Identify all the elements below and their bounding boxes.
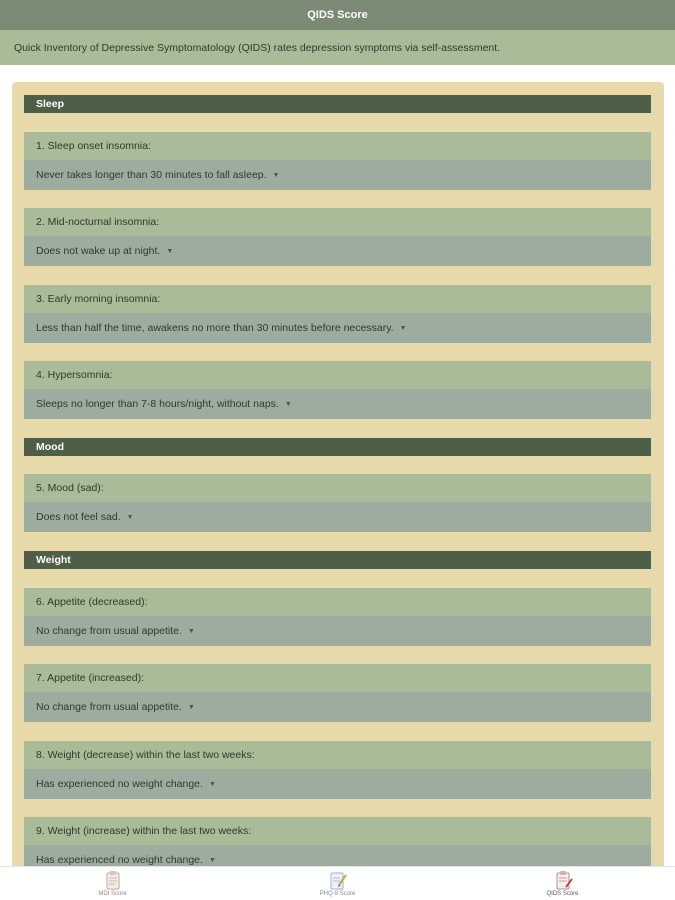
tab-label: QIDS Score: [546, 891, 579, 897]
checklist-icon: [552, 870, 574, 890]
question-label: 7. Appetite (increased):: [24, 664, 651, 692]
description-banner: [0, 30, 675, 65]
section-title: Sleep: [36, 98, 65, 110]
question-label: 9. Weight (increase) within the last two weeks:: [24, 817, 651, 845]
question-label: 4. Hypersomnia:: [24, 361, 651, 389]
section-title: Weight: [36, 554, 71, 566]
question-4: [24, 361, 651, 419]
tab-phq9-score[interactable]: [278, 870, 398, 897]
answer-value: Less than half the time, awakens no more than 30 minutes before necessary.: [36, 322, 394, 334]
chevron-down-icon: ▼: [126, 513, 134, 521]
question-8: [24, 741, 651, 799]
tab-qids-score[interactable]: [503, 870, 623, 897]
chevron-down-icon: ▼: [187, 627, 195, 635]
question-2: [24, 208, 651, 266]
question-label: 6. Appetite (decreased):: [24, 588, 651, 616]
tab-mdi-score[interactable]: [53, 870, 173, 897]
question-6: [24, 588, 651, 646]
answer-value: Does not wake up at night.: [36, 245, 161, 257]
section-header-weight: [24, 551, 651, 569]
question-label: 2. Mid-nocturnal insomnia:: [24, 208, 651, 236]
answer-dropdown[interactable]: [24, 313, 651, 343]
answer-dropdown[interactable]: [24, 389, 651, 419]
pencil-note-icon: [327, 870, 349, 890]
section-title: Mood: [36, 441, 64, 453]
answer-value: No change from usual appetite.: [36, 701, 182, 713]
question-5: [24, 474, 651, 532]
question-7: [24, 664, 651, 722]
chevron-down-icon: ▼: [187, 703, 195, 711]
answer-value: Does not feel sad.: [36, 511, 121, 523]
answer-dropdown[interactable]: [24, 769, 651, 799]
title-bar: [0, 0, 675, 30]
chevron-down-icon: ▼: [208, 780, 216, 788]
chevron-down-icon: ▼: [284, 400, 292, 408]
question-label: 8. Weight (decrease) within the last two weeks:: [24, 741, 651, 769]
tab-bar: [0, 866, 675, 900]
answer-value: Never takes longer than 30 minutes to fall asleep.: [36, 169, 267, 181]
question-3: [24, 285, 651, 343]
page-title: QIDS Score: [307, 9, 368, 21]
answer-dropdown[interactable]: [24, 160, 651, 190]
description-text: Quick Inventory of Depressive Symptomatology (QIDS) rates depression symptoms via self-assessment.: [14, 41, 501, 54]
tab-label: MDI Score: [98, 891, 127, 897]
chevron-down-icon: ▼: [166, 247, 174, 255]
answer-dropdown[interactable]: [24, 692, 651, 722]
question-label: 3. Early morning insomnia:: [24, 285, 651, 313]
divider: [0, 65, 675, 80]
question-label: 5. Mood (sad):: [24, 474, 651, 502]
answer-dropdown[interactable]: [24, 236, 651, 266]
answer-value: Has experienced no weight change.: [36, 854, 203, 866]
chevron-down-icon: ▼: [208, 856, 216, 864]
section-header-mood: [24, 438, 651, 456]
answer-dropdown[interactable]: [24, 502, 651, 532]
answer-value: Sleeps no longer than 7-8 hours/night, without naps.: [36, 398, 279, 410]
question-1: [24, 132, 651, 190]
chevron-down-icon: ▼: [272, 171, 280, 179]
answer-value: Has experienced no weight change.: [36, 778, 203, 790]
tab-label: PHQ-9 Score: [319, 891, 356, 897]
chevron-down-icon: ▼: [399, 324, 407, 332]
section-header-sleep: [24, 95, 651, 113]
answer-dropdown[interactable]: [24, 616, 651, 646]
question-label: 1. Sleep onset insomnia:: [24, 132, 651, 160]
questionnaire-panel[interactable]: [12, 82, 664, 882]
clipboard-icon: [102, 870, 124, 890]
answer-value: No change from usual appetite.: [36, 625, 182, 637]
